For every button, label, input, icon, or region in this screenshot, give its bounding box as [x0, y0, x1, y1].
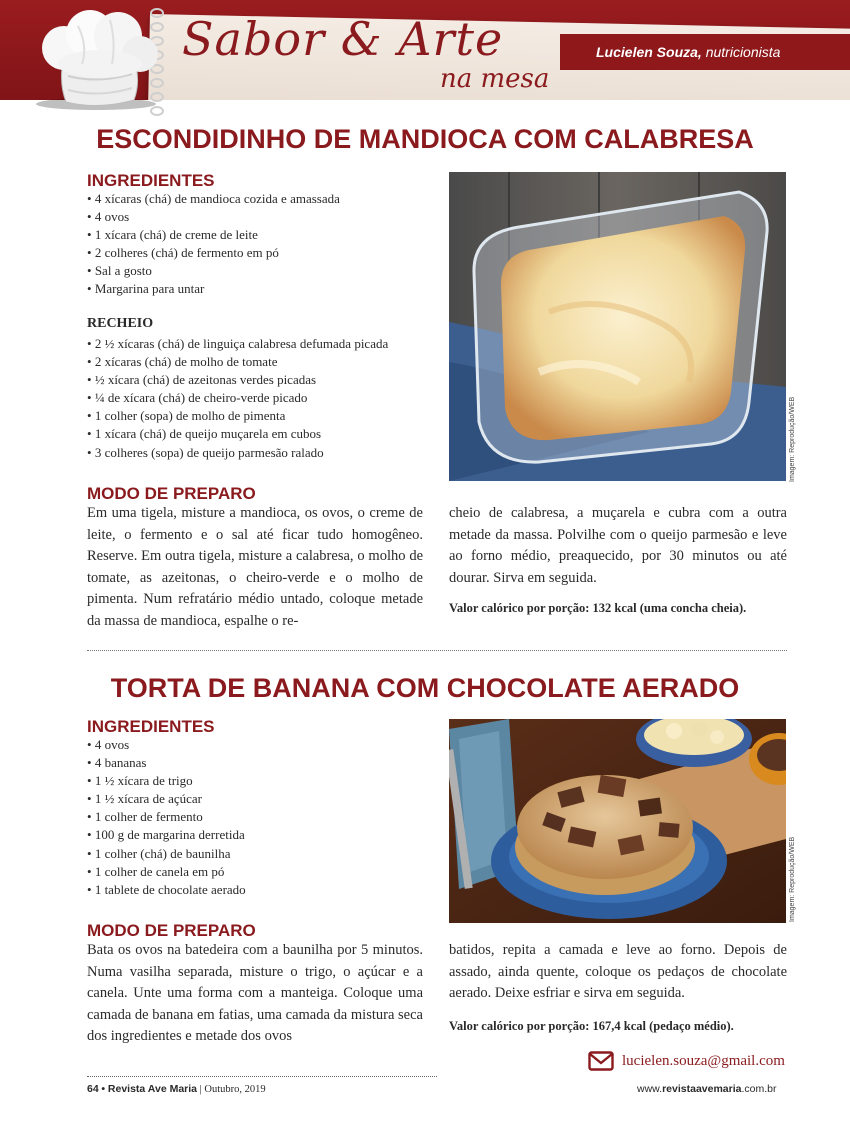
filling-item: • 2 xícaras (chá) de molho de tomate: [87, 353, 388, 371]
recipe2-method-right: batidos, repita a camada e leve ao forno. Depois de assado, ainda quente, coloque os pedaços de chocolate aerado. Deixe esfriar e sirva em seguida.: [449, 942, 787, 1001]
filling-item: • 2 ½ xícaras (chá) de linguiça calabresa defumada picada: [87, 335, 388, 353]
footer-rule: [87, 1076, 437, 1077]
footer-page-info: 64 • Revista Ave Maria | Outubro, 2019: [87, 1083, 266, 1095]
ingredient-item: • Margarina para untar: [87, 280, 340, 298]
recipe1-method-heading: MODO DE PREPARO: [87, 484, 256, 503]
ingredient-item: • 1 tablete de chocolate aerado: [87, 881, 246, 899]
brand-subtitle: na mesa: [440, 64, 550, 94]
author-name: Lucielen Souza,: [596, 44, 702, 60]
issue-date: Outubro, 2019: [204, 1084, 266, 1095]
page-header: [0, 0, 850, 118]
ingredient-item: • 1 colher (chá) de baunilha: [87, 845, 246, 863]
site-name: revistaavemaria: [662, 1083, 742, 1095]
author-role: nutricionista: [705, 44, 781, 60]
recipe2-calories: Valor calórico por porção: 167,4 kcal (pedaço médio).: [449, 1019, 734, 1033]
footer-website[interactable]: [637, 1083, 777, 1095]
recipe2-method-heading: MODO DE PREPARO: [87, 921, 256, 940]
recipe2-ingredients-heading: INGREDIENTES: [87, 717, 215, 736]
recipe2-method-left: Bata os ovos na batedeira com a baunilha por 5 minutos. Numa vasilha separada, misture o trigo, o açúcar e a canela. Unte uma forma com a manteiga. Coloque uma camada de banana em fatias, uma camada da mistura seca dos ingredientes e metade dos ovos: [87, 942, 423, 1044]
recipe1-ingredients-heading: INGREDIENTES: [87, 171, 215, 190]
magazine-name: Revista Ave Maria: [107, 1083, 198, 1095]
recipe1-title: ESCONDIDINHO DE MANDIOCA COM CALABRESA: [96, 124, 754, 154]
recipe1-method-right: cheio de calabresa, a muçarela e cubra com a outra metade da massa. Polvilhe com o queijo parmesão e leve ao forno médio, preaquecido, por 30 minutos ou até dourar. Sirva em seguida.: [449, 505, 787, 586]
ingredient-item: • 4 xícaras (chá) de mandioca cozida e amassada: [87, 190, 340, 208]
ingredient-item: • 1 ½ xícara de açúcar: [87, 790, 246, 808]
site-suffix: .com.br: [741, 1083, 777, 1095]
recipe-divider: [87, 650, 787, 651]
ingredient-item: • 100 g de margarina derretida: [87, 826, 246, 844]
ingredient-item: • 1 xícara (chá) de creme de leite: [87, 226, 340, 244]
author-credit: [596, 44, 780, 60]
ingredient-item: • 1 colher de fermento: [87, 808, 246, 826]
recipe1-calories: Valor calórico por porção: 132 kcal (uma concha cheia).: [449, 601, 747, 615]
brand-title: Sabor & Arte: [182, 12, 504, 66]
ingredient-item: • 2 colheres (chá) de fermento em pó: [87, 244, 340, 262]
ingredient-item: • 1 ½ xícara de trigo: [87, 772, 246, 790]
ingredient-item: • 4 ovos: [87, 736, 246, 754]
mail-icon: [588, 1051, 614, 1071]
ingredient-item: • 4 bananas: [87, 754, 246, 772]
recipe1-photo: [449, 172, 786, 481]
page-number: 64: [87, 1083, 99, 1095]
ingredient-item: • 1 colher de canela em pó: [87, 863, 246, 881]
recipe2-photo: [449, 719, 786, 923]
ingredient-item: • 4 ovos: [87, 208, 340, 226]
email-link[interactable]: lucielen.souza@gmail.com: [622, 1052, 785, 1069]
recipe2-title: TORTA DE BANANA COM CHOCOLATE AERADO: [110, 673, 740, 703]
recipe2-ingredients-list: [87, 736, 246, 899]
filling-item: • ¼ de xícara (chá) de cheiro-verde picado: [87, 389, 388, 407]
recipe1-ingredients-list: [87, 190, 340, 299]
recipe1-filling-heading: RECHEIO: [87, 316, 154, 331]
recipe1-method-left: Em uma tigela, misture a mandioca, os ovos, o creme de leite, o fermento e o sal até ficar tudo homogêneo. Reserve. Em outra tigela, misture a calabresa, o molho de tomate, as azeitonas, o cheiro-verde e o molho de pimenta. Num refratário médio untado, coloque metade da massa de mandioca, espalhe o re-: [87, 505, 423, 629]
recipe2-photo-credit: Imagem: Reprodução/WEB: [789, 836, 796, 922]
chef-hat-icon: [18, 6, 168, 110]
filling-item: • 1 colher (sopa) de molho de pimenta: [87, 407, 388, 425]
author-email[interactable]: [588, 1048, 785, 1074]
recipe1-filling-list: [87, 335, 388, 462]
filling-item: • 3 colheres (sopa) de queijo parmesão ralado: [87, 444, 388, 462]
ingredient-item: • Sal a gosto: [87, 262, 340, 280]
filling-item: • 1 xícara (chá) de queijo muçarela em cubos: [87, 425, 388, 443]
filling-item: • ½ xícara (chá) de azeitonas verdes picadas: [87, 371, 388, 389]
site-prefix: www.: [637, 1083, 663, 1095]
recipe1-photo-credit: Imagem: Reprodução/WEB: [789, 396, 796, 482]
